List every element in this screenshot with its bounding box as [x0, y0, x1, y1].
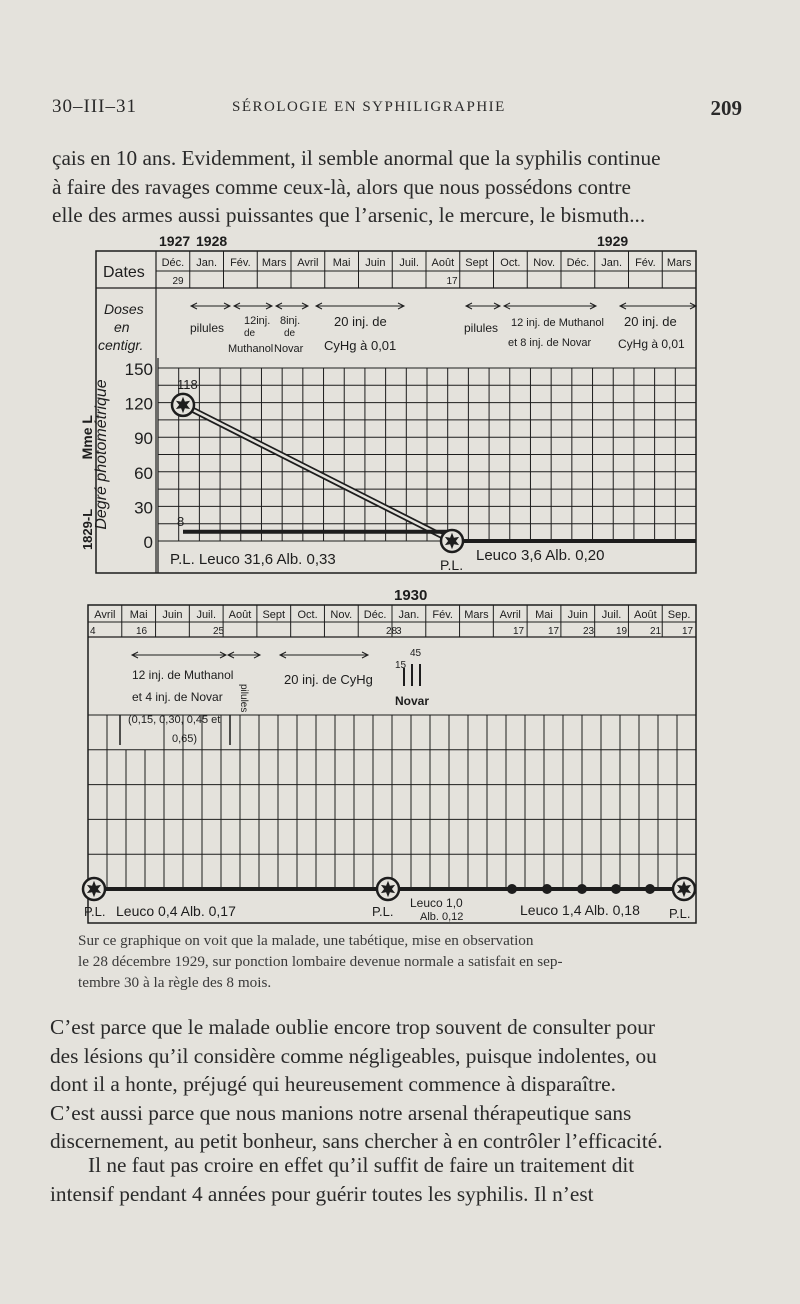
treatment-label: et 8 inj. de Novar: [508, 337, 592, 349]
month-label: Fév.: [635, 257, 656, 269]
paragraph-conclusion: [50, 1151, 740, 1208]
result-label: P.L.: [84, 904, 106, 919]
top-chart: [79, 233, 696, 573]
treatment-label: Muthanol: [228, 343, 274, 355]
caption-line: Sur ce graphique on voit que la malade, une tabétique, mise en observation: [78, 932, 534, 949]
year-label: 1928: [196, 233, 228, 249]
result-label: Leuco 0,4 Alb. 0,17: [116, 903, 236, 919]
running-header: [52, 96, 742, 122]
month-label: Oct.: [297, 609, 318, 621]
y-axis-label: Degré photométrique: [93, 379, 110, 530]
y-tick-label: 90: [134, 429, 153, 449]
bottom-chart: [83, 587, 696, 923]
month-label: Juil.: [196, 609, 217, 621]
text-line: des lésions qu’il considère comme négligeables, puisque indolentes, ou: [50, 1043, 657, 1068]
year-label: 1929: [597, 233, 629, 249]
day-mark: 4: [90, 626, 96, 637]
month-label: Sep.: [667, 609, 691, 621]
text-line: dont il a honte, préjugé qui heureusement commence à disparaître.: [50, 1072, 616, 1096]
doses-label: Doses: [104, 301, 144, 317]
month-label: Jan.: [196, 257, 218, 269]
y-tick-label: 150: [124, 360, 153, 379]
value-label: 118: [177, 376, 198, 392]
year-label: 1927: [159, 233, 191, 249]
text-line: C’est parce que le malade oublie encore trop souvent de consulter pour: [50, 1015, 655, 1039]
treatment-label: (0,15, 0,30, 0,45 et: [128, 714, 221, 726]
treatment-label: pilules: [190, 321, 225, 335]
data-point: [577, 884, 587, 894]
month-label: Juil.: [399, 257, 419, 269]
treatment-label: de: [284, 328, 296, 339]
treatment-label: 12 inj. de Muthanol: [132, 668, 234, 682]
month-label: Juin: [162, 609, 183, 621]
treatment-label: 12 inj. de Muthanol: [511, 317, 604, 329]
text-line: elle des armes aussi puissantes que l’arsenic, le mercure, le bismuth...: [52, 203, 646, 227]
month-label: Mars: [261, 257, 287, 269]
treatment-label: Novar: [274, 343, 304, 355]
month-label: Août: [634, 609, 657, 621]
month-label: Avril: [297, 257, 319, 269]
result-label: P.L.: [372, 904, 394, 919]
y-tick-label: 30: [134, 498, 153, 518]
treatment-label: Novar: [395, 694, 430, 708]
month-label: Fév.: [432, 609, 453, 621]
header-date: 30–III–31: [52, 96, 137, 117]
text-line: Il ne faut pas croire en effet qu’il suffit de faire un traitement dit: [88, 1153, 635, 1177]
data-point: [645, 884, 655, 894]
doses-label: centigr.: [98, 337, 144, 353]
month-label: Jan.: [601, 257, 623, 269]
text-line: à faire des ravages comme ceux-là, alors que nous possédons contre: [52, 174, 631, 199]
treatment-label: 20 inj. de: [624, 314, 677, 329]
data-point: [507, 884, 517, 894]
treatment-chart-figure: [79, 228, 704, 928]
result-label: P.L.: [440, 557, 464, 573]
month-label: Oct.: [500, 257, 521, 269]
month-label: Nov.: [533, 257, 556, 269]
month-label: Déc.: [566, 257, 590, 269]
value-label: 8: [177, 513, 185, 529]
day-mark: 23: [583, 626, 595, 637]
treatment-label: CyHg à 0,01: [324, 338, 397, 353]
text-line: discernement, au petit bonheur, sans chercher à en contrôler l’efficacité.: [50, 1129, 663, 1153]
data-point: [542, 884, 552, 894]
treatment-label: et 4 inj. de Novar: [132, 690, 223, 704]
month-label: Mars: [464, 609, 489, 621]
month-label: Sept: [262, 609, 286, 621]
patient-label: Mme L: [79, 415, 95, 460]
day-mark: 17: [513, 626, 525, 637]
month-label: Août: [431, 257, 455, 269]
month-label: Juil.: [601, 609, 622, 621]
month-label: Avril: [499, 609, 521, 621]
month-label: Déc.: [363, 609, 387, 621]
treatment-label: CyHg à 0,01: [618, 337, 685, 351]
patient-id-label: 1829-L: [80, 508, 95, 551]
treatment-label: 0,65): [172, 733, 198, 745]
result-label: Leuco 1,4 Alb. 0,18: [520, 902, 640, 918]
page-number: 209: [710, 96, 742, 120]
doses-label: en: [114, 319, 130, 335]
month-label: Sept: [465, 257, 488, 269]
month-label: Août: [228, 609, 252, 621]
month-label: Nov.: [330, 609, 353, 621]
paragraph-intro: [52, 144, 740, 230]
day-mark: 28: [386, 626, 398, 637]
month-label: Jan.: [398, 609, 420, 621]
result-label: P.L.: [669, 906, 691, 921]
y-tick-label: 120: [124, 394, 153, 414]
result-label: P.L. Leuco 31,6 Alb. 0,33: [170, 551, 336, 568]
day-mark: 29: [172, 276, 184, 287]
text-line: C’est aussi parce que nous manions notre arsenal thérapeutique sans: [50, 1100, 632, 1125]
day-mark: 17: [548, 626, 560, 637]
month-label: Juin: [365, 257, 386, 269]
treatment-label: 45: [410, 648, 422, 659]
treatment-label: de: [244, 328, 256, 339]
result-label: Leuco 3,6 Alb. 0,20: [476, 547, 605, 564]
treatment-label: 8inj.: [280, 315, 301, 327]
month-label: Fév.: [230, 257, 251, 269]
figure-caption: [78, 930, 733, 993]
day-mark: 19: [616, 626, 628, 637]
treatment-label: pilules: [464, 321, 499, 335]
header-title: SÉROLOGIE EN SYPHILIGRAPHIE: [232, 99, 506, 115]
treatment-label: pilules: [238, 684, 249, 713]
day-mark: 16: [136, 626, 148, 637]
day-mark: 3: [396, 626, 402, 637]
text-line: çais en 10 ans. Evidemment, il semble anormal que la syphilis continue: [52, 146, 661, 170]
y-tick-label: 0: [143, 533, 153, 552]
month-label: Juin: [567, 609, 588, 621]
month-label: Mars: [666, 257, 692, 269]
treatment-label: 20 inj. de: [334, 314, 387, 329]
text-line: intensif pendant 4 années pour guérir toutes les syphilis. Il n’est: [50, 1181, 594, 1206]
day-mark: 17: [682, 626, 694, 637]
day-mark: 17: [446, 276, 458, 287]
treatment-label: 12inj.: [244, 315, 271, 327]
month-label: Mai: [535, 609, 553, 621]
treatment-label: 20 inj. de CyHg: [284, 672, 373, 687]
data-point: [611, 884, 621, 894]
dates-label: Dates: [103, 264, 145, 281]
day-mark: 21: [650, 626, 662, 637]
month-label: Déc.: [161, 257, 185, 269]
month-label: Mai: [332, 257, 351, 269]
paragraph-body: [50, 1013, 740, 1156]
month-label: Avril: [94, 609, 116, 621]
result-label: Alb. 0,12: [420, 911, 464, 923]
y-tick-label: 60: [134, 463, 153, 483]
result-label: Leuco 1,0: [410, 896, 463, 910]
caption-line: le 28 décembre 1929, sur ponction lombaire devenue normale a satisfait en sep-: [78, 953, 563, 970]
month-label: Mai: [129, 609, 148, 621]
series-line-photometric-inner: [183, 405, 452, 541]
treatment-label: 15: [395, 660, 407, 671]
caption-line: tembre 30 à la règle des 8 mois.: [78, 974, 272, 991]
year-label: 1930: [394, 587, 428, 604]
day-mark: 25: [213, 626, 225, 637]
